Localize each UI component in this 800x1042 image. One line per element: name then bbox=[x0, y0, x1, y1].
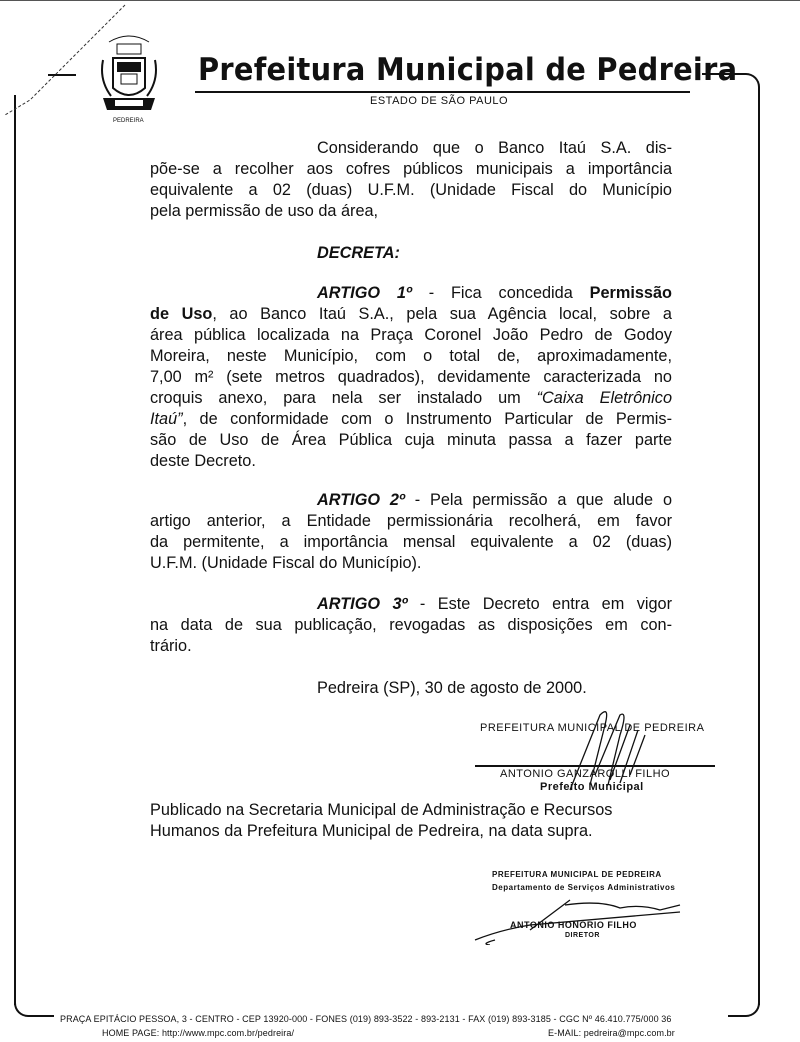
signature-2-role: DIRETOR bbox=[565, 932, 600, 939]
text-segment: na data de sua publicação, revogadas as disposições em con- bbox=[150, 616, 672, 634]
signature-1-line bbox=[475, 765, 715, 767]
considerando-line bbox=[150, 159, 672, 179]
emphasis-text: “Caixa Eletrônico bbox=[536, 389, 672, 407]
artigo-1-line bbox=[150, 409, 672, 429]
artigo-1-line bbox=[150, 325, 672, 345]
artigo-3-line bbox=[150, 615, 672, 635]
publication-line-2: Humanos da Prefeitura Municipal de Pedreira, na data supra. bbox=[150, 822, 593, 840]
text-segment: 7,00 m² (sete metros quadrados), devidamente caracterizada no bbox=[150, 368, 672, 386]
text-segment: artigo anterior, a Entidade permissionária recolherá, em favor bbox=[150, 512, 672, 530]
signature-1-name: ANTONIO GANZAROLLI FILHO bbox=[500, 768, 671, 780]
signature-2-institution: PREFEITURA MUNICIPAL DE PEDREIRA bbox=[492, 870, 662, 879]
artigo-1-line bbox=[150, 304, 672, 324]
footer-email[interactable]: E-MAIL: pedreira@mpc.com.br bbox=[548, 1028, 675, 1038]
artigo-1-line bbox=[150, 367, 672, 387]
publication-line-1: Publicado na Secretaria Municipal de Administração e Recursos bbox=[150, 801, 613, 819]
artigo-1-line bbox=[317, 283, 672, 303]
emphasis-text: Permissão bbox=[589, 284, 672, 302]
text-segment: põe-se a recolher aos cofres públicos municipais a importância bbox=[150, 160, 672, 178]
signature-2-name: ANTONIO HONORIO FILHO bbox=[510, 920, 637, 930]
text-segment: trário. bbox=[150, 637, 192, 655]
frame-bottom-right bbox=[728, 995, 760, 1017]
text-segment: Pedreira (SP), 30 de agosto de 2000. bbox=[317, 679, 587, 697]
text-segment: área pública localizada na Praça Coronel João Pedro de Godoy bbox=[150, 326, 672, 344]
date-line bbox=[317, 678, 587, 698]
text-segment: pela permissão de uso da área, bbox=[150, 202, 379, 220]
artigo-1-line bbox=[150, 388, 672, 408]
text-segment: deste Decreto. bbox=[150, 452, 256, 470]
artigo-1-line bbox=[150, 346, 672, 366]
emphasis-text: ARTIGO 3º bbox=[317, 595, 408, 613]
artigo-1-line bbox=[150, 430, 672, 450]
text-segment: - Pela permissão a que alude o bbox=[404, 491, 673, 509]
emphasis-text: DECRETA: bbox=[317, 244, 400, 262]
artigo-2-line bbox=[150, 553, 421, 573]
text-segment: , ao Banco Itaú S.A., pela sua Agência local, sobre a bbox=[212, 305, 672, 323]
frame-bottom-left bbox=[14, 995, 54, 1017]
emphasis-text: de Uso bbox=[150, 305, 213, 323]
considerando-line bbox=[150, 180, 672, 200]
text-segment: equivalente a 02 (duas) U.F.M. (Unidade Fiscal do Município bbox=[150, 181, 672, 199]
text-segment: - Este Decreto entra em vigor bbox=[407, 595, 673, 613]
logo-text-bottom: PEDREIRA bbox=[113, 118, 144, 124]
artigo-3-line bbox=[317, 594, 672, 614]
artigo-1-line bbox=[150, 451, 256, 471]
coat-of-arms-logo bbox=[95, 30, 163, 128]
title-underline bbox=[195, 91, 690, 93]
considerando-line bbox=[317, 138, 672, 158]
frame-right bbox=[758, 100, 760, 1005]
signature-1-role: Prefeito Municipal bbox=[540, 781, 644, 793]
emphasis-text: ARTIGO 2º bbox=[317, 491, 405, 509]
footer-address: PRAÇA EPITÁCIO PESSOA, 3 - CENTRO - CEP 13920-000 - FONES (019) 893-3522 - 893-2131 - FAX (019) 893-3185 - CGC Nº 46.410.775/000 36 bbox=[60, 1014, 672, 1024]
scan-top-edge bbox=[0, 0, 800, 1]
footer-homepage[interactable]: HOME PAGE: http://www.mpc.com.br/pedreira/ bbox=[102, 1028, 295, 1038]
text-segment: , de conformidade com o Instrumento Particular de Permis- bbox=[182, 410, 672, 428]
emphasis-text: ARTIGO 1º bbox=[317, 284, 412, 302]
state-subtitle: ESTADO DE SÃO PAULO bbox=[370, 95, 509, 107]
text-segment: são de Uso de Área Pública cuja minuta passa a fazer parte bbox=[150, 431, 672, 449]
text-segment: da permitente, a importância mensal equivalente a 02 (duas) bbox=[150, 533, 672, 551]
text-segment: U.F.M. (Unidade Fiscal do Município). bbox=[150, 554, 422, 572]
artigo-2-line bbox=[317, 490, 672, 510]
decreta-line bbox=[317, 243, 400, 263]
text-segment: Moreira, neste Município, com o total de, aproximadamente, bbox=[150, 347, 672, 365]
text-segment: croquis anexo, para nela ser instalado um bbox=[150, 389, 537, 407]
signature-1-institution: PREFEITURA MUNICIPAL DE PEDREIRA bbox=[480, 722, 705, 734]
signature-2-department: Departamento de Serviços Administrativos bbox=[492, 883, 676, 892]
text-segment: - Fica concedida bbox=[411, 284, 590, 302]
text-segment: Considerando que o Banco Itaú S.A. dis- bbox=[317, 139, 672, 157]
frame-left bbox=[14, 95, 16, 1005]
artigo-2-line bbox=[150, 511, 672, 531]
emphasis-text: Itaú” bbox=[150, 410, 183, 428]
page-title: Prefeitura Municipal de Pedreira bbox=[198, 52, 738, 88]
considerando-line bbox=[150, 201, 378, 221]
artigo-2-line bbox=[150, 532, 672, 552]
artigo-3-line bbox=[150, 636, 192, 656]
